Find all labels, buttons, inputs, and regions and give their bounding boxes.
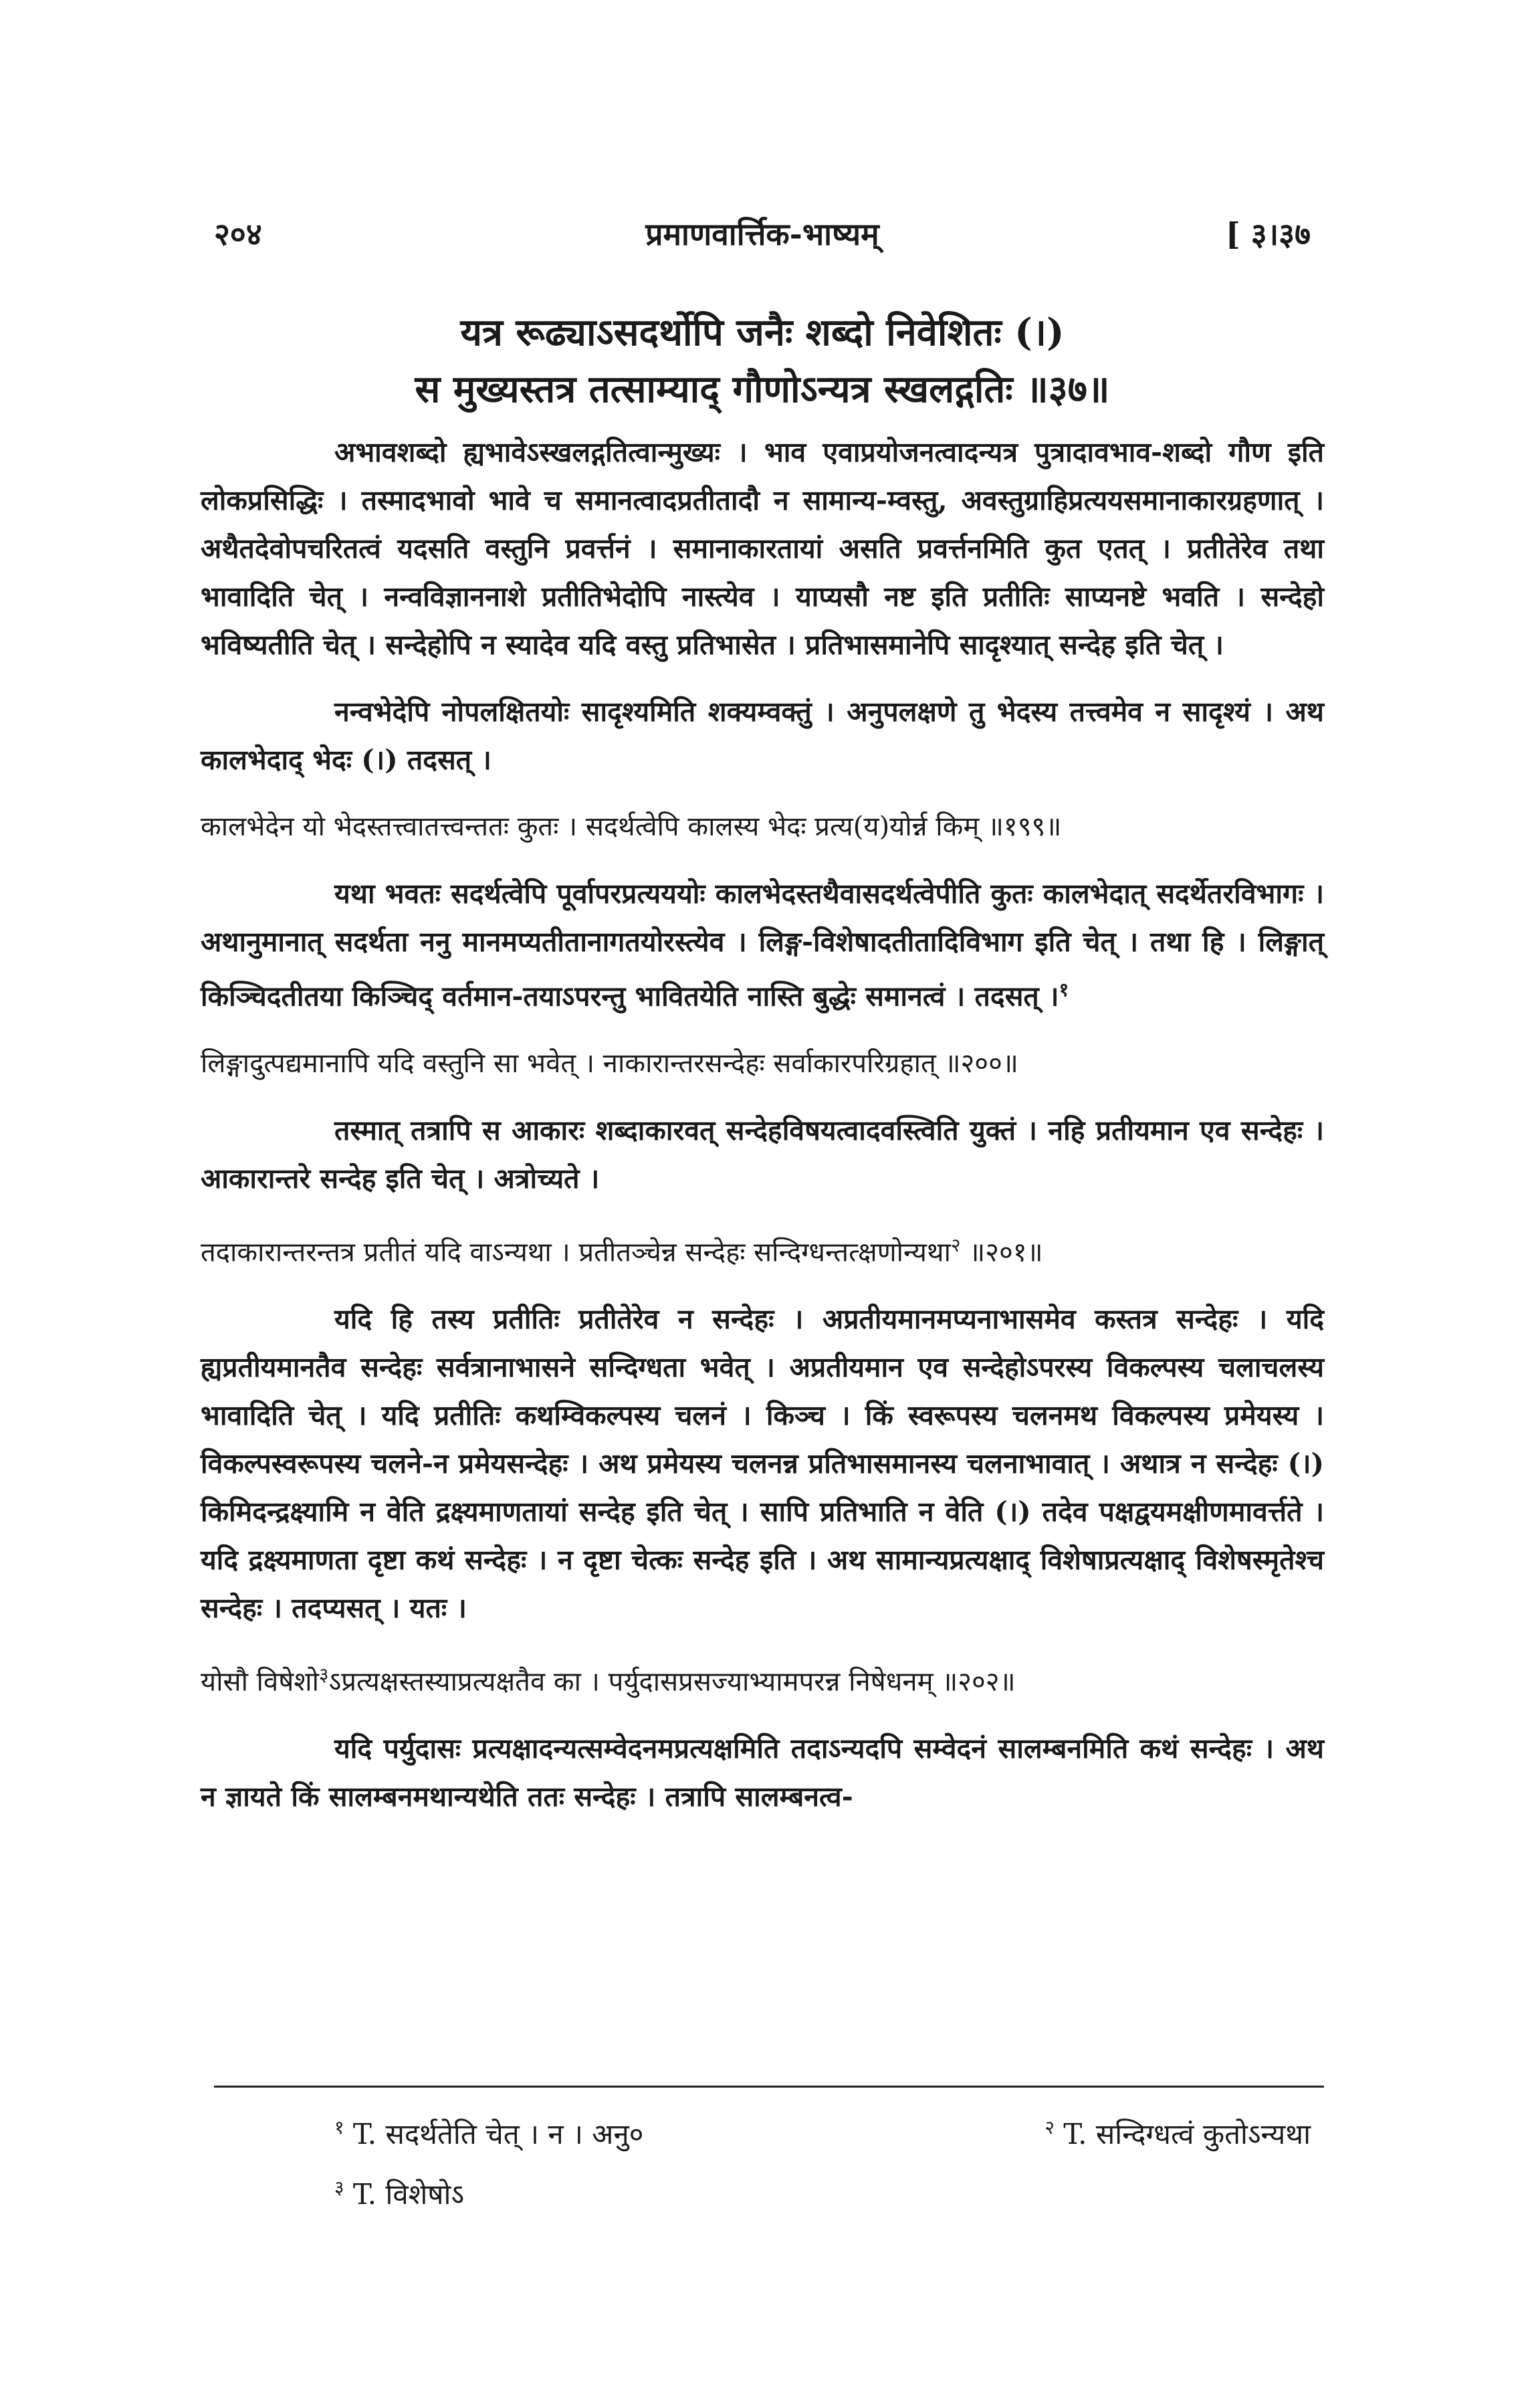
commentary-paragraph: अभावशब्दो ह्यभावेऽस्खलद्गतित्वान्मुख्यः । भाव एवाप्रयोजनत्वादन्यत्र पुत्रादावभाव-शब्दो गौण इति लोकप्रसिद्धिः । तस्मादभावो भावे च समानत्वादप्रतीतादौ न सामान्य-म्वस्तु, अवस्तुग्राहिप्रत्ययसमानाकारग्रहणात् । अथैतदेवोपचरितत्वं यदसति वस्तुनि प्रवर्त्तनं । समानाकारतायां असति प्रवर्त्तनमिति कुत एतत् । प्रतीतेरेव तथा भावादिति चेत् । नन्वविज्ञाननाशे प्रतीतिभेदोपि नास्त्येव । याप्यसौ नष्ट इति प्रतीतिः साप्यनष्टे भवति । सन्देहो भविष्यतीति चेत् । सन्देहोपि न स्यादेव यदि वस्तु प्रतिभासेत । प्रतिभासमानेपि सादृश्यात् सन्देह इति चेत् । bbox=[201, 436, 1324, 661]
verse-line-1: यत्र रूढ्याऽसदर्थोपि जनैः शब्दो निवेशितः (।) bbox=[460, 310, 1065, 355]
footnote-divider bbox=[214, 2086, 1324, 2088]
footnote-3 bbox=[334, 2161, 464, 2221]
commentary-body bbox=[201, 428, 1324, 1839]
karika-text: योसौ विषेशो bbox=[201, 1666, 319, 1698]
paragraph-text: यथा भवतः सदर्थत्वेपि पूर्वापरप्रत्यययोः कालभेदस्तथैवासदर्थत्वेपीति कुतः कालभेदात् सदर्थेतरविभागः । अथानुमानात् सदर्थता ननु मानमप्यतीतानागतयोरस्त्येव । लिङ्ग-विशेषादतीतादिविभाग इति चेत् । तथा हि । लिङ्गात् किञ्चिदतीतया किञ्चिद् वर्तमान-तयाऽपरन्तु भावितयेति नास्ति बुद्धेः समानत्वं । तदसत् । bbox=[201, 878, 1324, 1013]
footnote-marker: ३ bbox=[318, 1663, 329, 1686]
footnote-text: T. सदर्थतेति चेत् । न । अनु० bbox=[352, 2118, 644, 2150]
footnote-marker: ३ bbox=[334, 2177, 344, 2199]
verse-37 bbox=[214, 304, 1311, 418]
karika-201 bbox=[201, 1221, 1324, 1276]
footnote-2 bbox=[1045, 2101, 1311, 2161]
commentary-paragraph: तस्मात् तत्रापि स आकारः शब्दाकारवत् सन्देहविषयत्वादवस्त्विति युक्तं । नहि प्रतीयमान एव सन्देहः । आकारान्तरे सन्देह इति चेत् । अत्रोच्यते । bbox=[201, 1114, 1324, 1195]
karika-number: ॥२०१॥ bbox=[969, 1236, 1043, 1268]
commentary-paragraph: यदि पर्युदासः प्रत्यक्षादन्यत्सम्वेदनमप्रत्यक्षमिति तदाऽन्यदपि सम्वेदनं सालम्बनमिति कथं सन्देहः । अथ न ज्ञायते किं सालम्बनमथान्यथेति ततः सन्देहः । तत्रापि सालम्बनत्व- bbox=[201, 1732, 1324, 1813]
footnote-marker: १ bbox=[334, 2116, 344, 2138]
page-number: २०४ bbox=[214, 216, 262, 252]
running-title: प्रमाणवार्त्तिक-भाष्यम् bbox=[645, 216, 879, 252]
karika-199: कालभेदेन यो भेदस्तत्त्वातत्त्वन्ततः कुतः । सदर्थत्वेपि कालस्य भेदः प्रत्य(य)योर्न्न किम् ॥१९९॥ bbox=[201, 811, 1062, 842]
karika-200: लिङ्गादुत्पद्यमानापि यदि वस्तुनि सा भवेत् । नाकारान्तरसन्देहः सर्वाकारपरिग्रहात् ॥२००॥ bbox=[201, 1047, 1018, 1079]
section-reference: [ ३।३७ bbox=[1226, 216, 1311, 252]
karika-202 bbox=[201, 1651, 1324, 1706]
footnote-text: T. विशेषोऽ bbox=[352, 2178, 465, 2211]
footnote-text: T. सन्दिग्धत्वं कुतोऽन्यथा bbox=[1063, 2118, 1311, 2150]
footnote-row bbox=[334, 2161, 1311, 2221]
footnote-row bbox=[334, 2101, 1311, 2161]
footnotes bbox=[334, 2086, 1337, 2221]
footnote-1 bbox=[334, 2101, 644, 2161]
karika-text: तदाकारान्तरन्तत्र प्रतीतं यदि वाऽन्यथा । प्रतीतञ्चेन्न सन्देहः सन्दिग्धन्तत्क्षणोन्यथा bbox=[201, 1236, 951, 1268]
verse-line-2: स मुख्यस्तत्र तत्साम्याद् गौणोऽन्यत्र स्खलद्गतिः ॥३७॥ bbox=[415, 367, 1110, 411]
footnote-marker: १ bbox=[1059, 979, 1069, 1001]
commentary-paragraph: नन्वभेदेपि नोपलक्षितयोः सादृश्यमिति शक्यम्वक्तुं । अनुपलक्षणे तु भेदस्य तत्त्वमेव न सादृश्यं । अथ कालभेदाद् भेदः (।) तदसत् । bbox=[201, 696, 1324, 776]
karika-text: ऽप्रत्यक्षस्तस्याप्रत्यक्षतैव का । पर्युदासप्रसज्याभ्यामपरन्न निषेधनम् ॥२०२॥ bbox=[328, 1666, 1016, 1698]
footnote-marker: २ bbox=[950, 1233, 961, 1256]
commentary-paragraph bbox=[201, 870, 1324, 1021]
footnote-marker: २ bbox=[1045, 2116, 1055, 2138]
commentary-paragraph: यदि हि तस्य प्रतीतिः प्रतीतेरेव न सन्देहः । अप्रतीयमानमप्यनाभासमेव कस्तत्र सन्देहः । यदि ह्यप्रतीयमानतैव सन्देहः सर्वत्रानाभासने सन्दिग्धता भवेत् । अप्रतीयमान एव सन्देहोऽपरस्य विकल्पस्य चलाचलस्य भावादिति चेत् । यदि प्रतीतिः कथम्विकल्पस्य चलनं । किञ्च । किं स्वरूपस्य चलनमथ विकल्पस्य प्रमेयस्य । विकल्पस्वरूपस्य चलने-न प्रमेयसन्देहः । अथ प्रमेयस्य चलनन्न प्रतिभासमानस्य चलनाभावात् । अथात्र न सन्देहः (।) किमिदन्द्रक्ष्यामि न वेति द्रक्ष्यमाणतायां सन्देह इति चेत् । सापि प्रतिभाति न वेति (।) तदेव पक्षद्वयमक्षीणमावर्त्तते । यदि द्रक्ष्यमाणता दृष्टा कथं सन्देहः । न दृष्टा चेत्कः सन्देह इति । अथ सामान्यप्रत्यक्षाद् विशेषाप्रत्यक्षाद् विशेषस्मृतेश्च सन्देहः । तदप्यसत् । यतः । bbox=[201, 1302, 1324, 1624]
page-header bbox=[214, 213, 1311, 266]
